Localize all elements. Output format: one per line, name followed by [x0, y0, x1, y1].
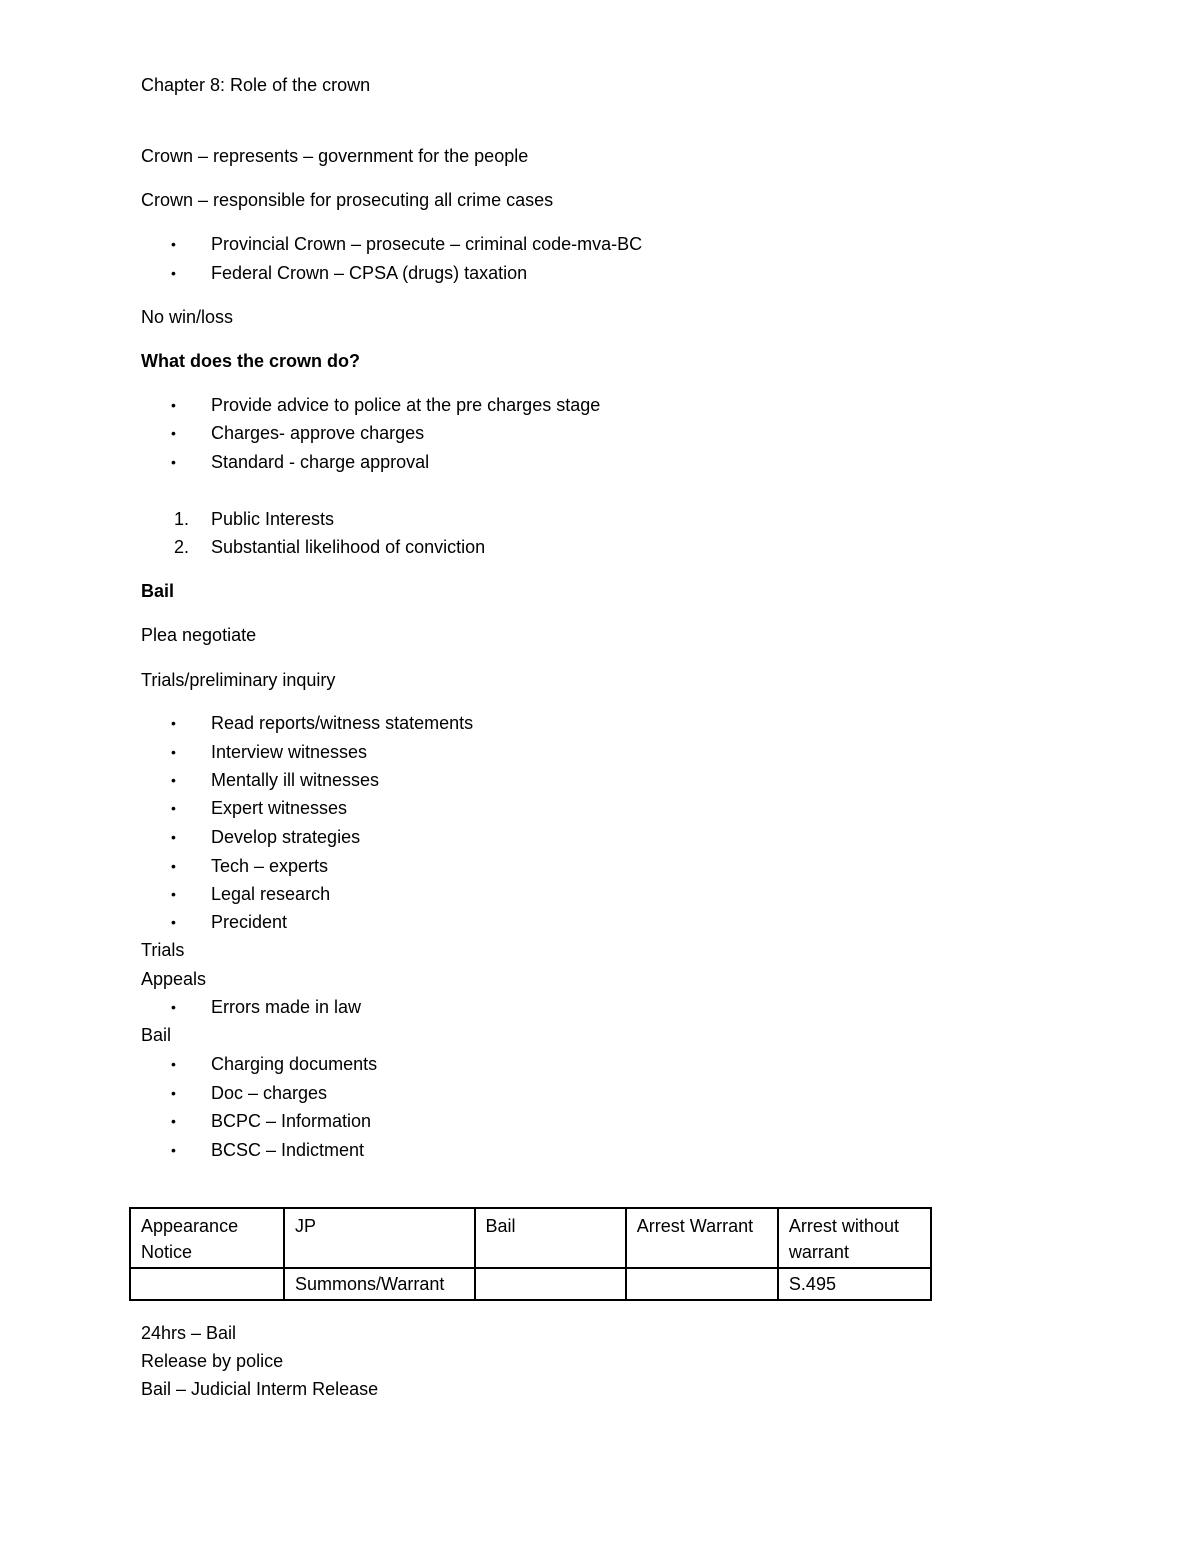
- table-cell: Summons/Warrant: [284, 1268, 474, 1300]
- bullet-icon: •: [171, 265, 176, 281]
- table-cell: Arrest without warrant: [778, 1208, 931, 1268]
- page-title: Chapter 8: Role of the crown: [141, 75, 371, 95]
- paragraph-no-win: No win/loss: [141, 307, 234, 327]
- heading-bail: Bail: [141, 581, 175, 601]
- bullet-icon: •: [171, 454, 176, 470]
- table-cell: [130, 1268, 284, 1300]
- table-row: [130, 1208, 931, 1268]
- bullet-icon: •: [171, 800, 176, 816]
- table-cell: Arrest Warrant: [626, 1208, 778, 1268]
- paragraph-trials: Trials: [141, 940, 185, 960]
- bullet-icon: •: [171, 425, 176, 441]
- bullet-icon: •: [171, 1085, 176, 1101]
- bullet-icon: •: [171, 858, 176, 874]
- bullet-icon: •: [171, 1113, 176, 1129]
- paragraph-24hrs: 24hrs – Bail: [141, 1323, 237, 1343]
- bullet-icon: •: [171, 744, 176, 760]
- paragraph-crown-represents: Crown – represents – government for the people: [141, 146, 529, 166]
- document-page: Chapter 8: Role of the crown Crown – represents – government for the people Crown – responsible for prosecuting all crime cases • Provincial Crown – prosecute – criminal code-mva-BC • Federal Crown – CPSA (drugs) taxation No win/loss What does the crown do? • Provide advice to police at the pre charges stage • Charges- approve charges • Standard - charge approval 1. Public Interests 2. Substantial likelihood of conviction Bail Plea negotiate Trials/preliminary inquiry • Read reports/witness statements • Interview witnesses • Mentally ill witnesses • Expert witnesses • Develop strategies • Tech – experts • Legal research • Precident Trials Appeals • Errors made in law Bail • Charging documents • Doc – charges • BCPC – Information • BCSC – Indictment Appearance Notice JP Bail Arrest Warrant Arrest without warrant Summons/Warrant S.495 24hrs – Bail Release by police Bail – Judicial Interm Release: [0, 0, 1200, 1553]
- table-cell: JP: [284, 1208, 474, 1268]
- table-cell: S.495: [778, 1268, 931, 1300]
- bullet-icon: •: [171, 829, 176, 845]
- paragraph-appeals: Appeals: [141, 969, 207, 989]
- paragraph-bail: Bail: [141, 1025, 172, 1045]
- bullet-icon: •: [171, 236, 176, 252]
- table-cell: Bail: [475, 1208, 626, 1268]
- paragraph-judicial: Bail – Judicial Interm Release: [141, 1379, 379, 1399]
- bullet-icon: •: [171, 914, 176, 930]
- bullet-icon: •: [171, 1056, 176, 1072]
- heading-what-does-crown-do: What does the crown do?: [141, 351, 360, 371]
- bullet-icon: •: [171, 715, 176, 731]
- table-cell: [626, 1268, 778, 1300]
- paragraph-release: Release by police: [141, 1351, 284, 1371]
- paragraph-trials-preliminary: Trials/preliminary inquiry: [141, 670, 336, 690]
- release-table: [129, 1207, 932, 1301]
- paragraph-crown-responsible: Crown – responsible for prosecuting all crime cases: [141, 190, 554, 210]
- bullet-icon: •: [171, 999, 176, 1015]
- bullet-icon: •: [171, 772, 176, 788]
- table-cell: [475, 1268, 626, 1300]
- bullet-icon: •: [171, 397, 176, 413]
- bullet-icon: •: [171, 1142, 176, 1158]
- table-cell: Appearance Notice: [130, 1208, 284, 1268]
- table-row: [130, 1268, 931, 1300]
- paragraph-plea: Plea negotiate: [141, 625, 257, 645]
- bullet-icon: •: [171, 886, 176, 902]
